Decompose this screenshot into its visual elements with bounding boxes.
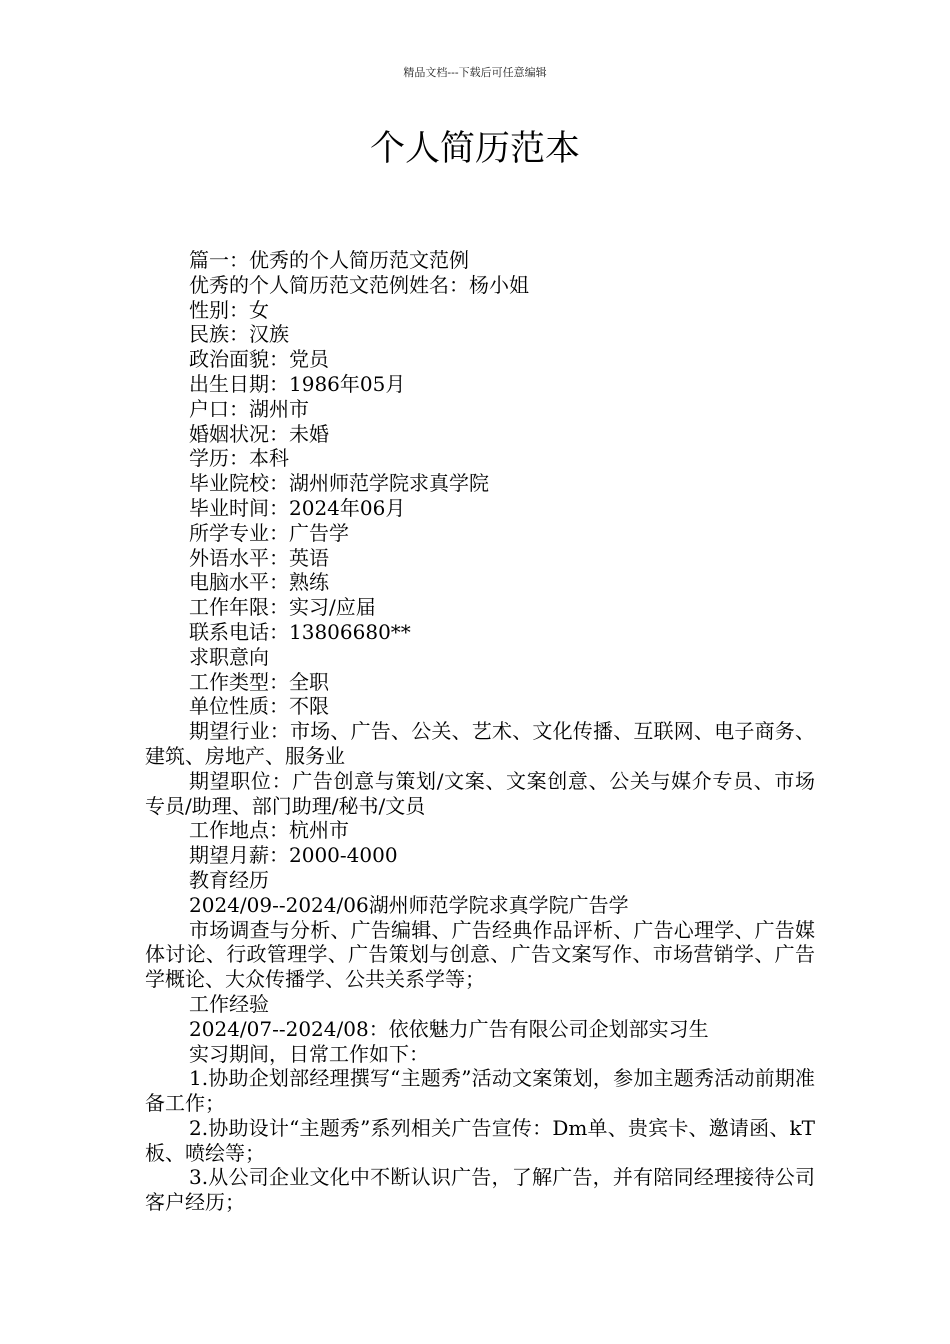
duty-item-2: 2.协助设计“主题秀”系列相关广告宣传：Dm单、贵宾卡、邀请函、kT板、喷绘等； [145, 1115, 815, 1165]
duty-item-3: 3.从公司企业文化中不断认识广告，了解广告，并有陪同经理接待公司客户经历； [145, 1165, 815, 1215]
education-heading: 教育经历 [189, 867, 269, 892]
courses-paragraph: 市场调查与分析、广告编辑、广告经典作品评析、广告心理学、广告媒体讨论、行政管理学、广告策划与创意、广告文案写作、市场营销学、广告学概论、大众传播学、公共关系学等； [145, 917, 815, 992]
document-title: 个人简历范本 [369, 129, 580, 169]
company-type-line: 单位性质：不限 [189, 694, 329, 719]
desired-position-line: 期望职位：广告创意与策划/文案、文案创意、公关与媒介专员、市场专员/助理、部门助理/秘书/文员 [145, 768, 815, 818]
work-experience-heading: 工作经验 [189, 991, 269, 1016]
job-intention-heading: 求职意向 [189, 644, 269, 669]
phone-line: 联系电话：13806680** [189, 619, 411, 644]
marital-status-line: 婚姻状况：未婚 [189, 421, 329, 446]
birth-date-line: 出生日期：1986年05月 [189, 371, 406, 396]
work-location-line: 工作地点：杭州市 [189, 818, 349, 843]
internship-intro: 实习期间，日常工作如下： [189, 1041, 429, 1066]
desired-salary-line: 期望月薪：2000-4000 [189, 843, 398, 868]
hukou-line: 户口：湖州市 [189, 396, 309, 421]
school-line: 毕业院校：湖州师范学院求真学院 [189, 471, 489, 496]
document-body [145, 248, 815, 1215]
gender-line: 性别：女 [189, 297, 269, 322]
political-status-line: 政治面貌：党员 [189, 347, 329, 372]
graduation-date-line: 毕业时间：2024年06月 [189, 495, 406, 520]
major-line: 所学专业：广告学 [189, 520, 349, 545]
duty-item-1: 1.协助企划部经理撰写“主题秀”活动文案策划，参加主题秀活动前期准备工作； [145, 1066, 815, 1116]
work-entry: 2024/07--2024/08：依依魅力广告有限公司企划部实习生 [189, 1016, 709, 1041]
page-header: 精品文档---下载后可任意编辑 [403, 66, 547, 79]
section-heading: 篇一：优秀的个人简历范文范例 [189, 248, 469, 272]
name-line: 优秀的个人简历范文范例姓名：杨小姐 [189, 272, 529, 297]
language-line: 外语水平：英语 [189, 545, 329, 570]
education-entry: 2024/09--2024/06湖州师范学院求真学院广告学 [189, 892, 629, 917]
computer-skill-line: 电脑水平：熟练 [189, 570, 329, 595]
work-years-line: 工作年限：实习/应届 [189, 595, 376, 620]
ethnicity-line: 民族：汉族 [189, 322, 289, 347]
job-type-line: 工作类型：全职 [189, 669, 329, 694]
education-level-line: 学历：本科 [189, 446, 289, 471]
desired-industry-line: 期望行业：市场、广告、公关、艺术、文化传播、互联网、电子商务、建筑、房地产、服务业 [145, 719, 815, 768]
